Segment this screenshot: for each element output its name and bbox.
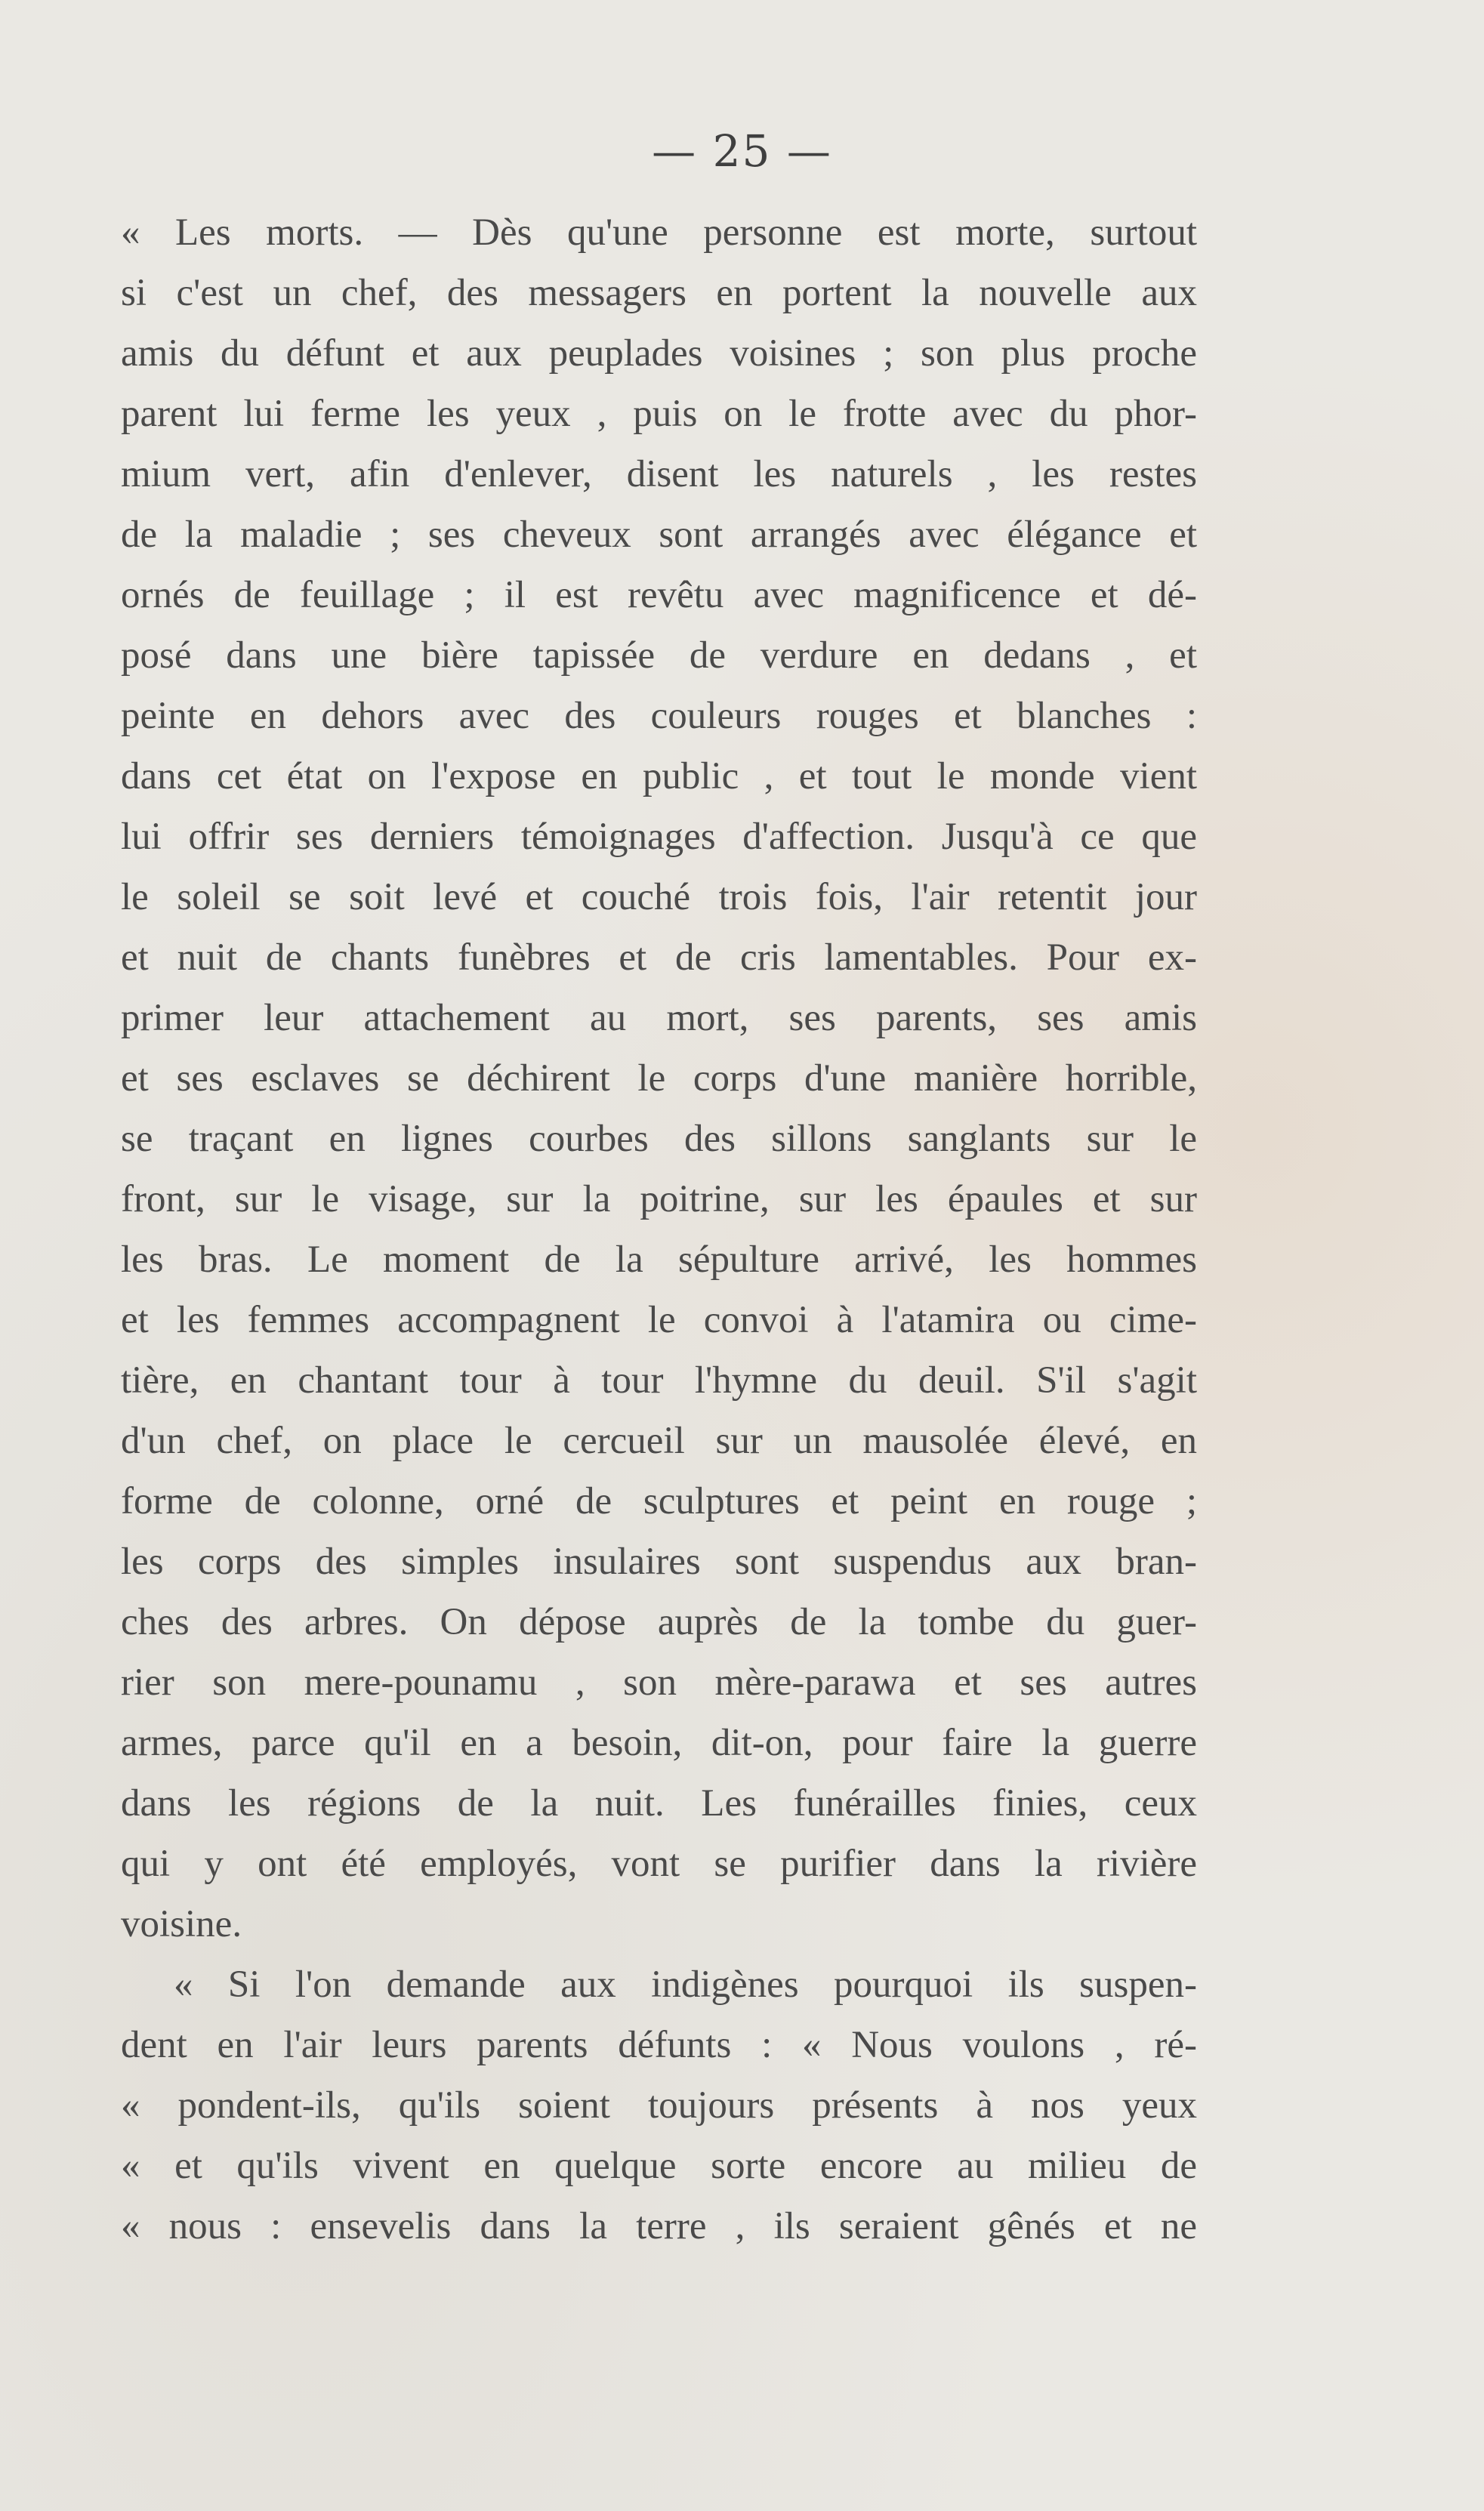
text-line: « Si l'on demande aux indigènes pourquoi ils suspen-	[174, 1963, 1197, 2006]
text-line: primer leur attachement au mort, ses parents, ses amis	[121, 997, 1197, 1039]
text-line: peinte en dehors avec des couleurs rouges et blanches :	[121, 695, 1197, 737]
text-line: et ses esclaves se déchirent le corps d'une manière horrible,	[121, 1057, 1197, 1100]
text-line: « et qu'ils vivent en quelque sorte encore au milieu de	[121, 2145, 1197, 2187]
text-line: mium vert, afin d'enlever, disent les naturels , les restes	[121, 453, 1197, 495]
text-line: front, sur le visage, sur la poitrine, sur les épaules et sur	[121, 1178, 1197, 1220]
text-line: armes, parce qu'il en a besoin, dit-on, pour faire la guerre	[121, 1722, 1197, 1764]
text-line: qui y ont été employés, vont se purifier dans la rivière	[121, 1843, 1197, 1885]
text-line: « Les morts. — Dès qu'une personne est morte, surtout	[121, 211, 1197, 254]
text-line: de la maladie ; ses cheveux sont arrangés avec élégance et	[121, 514, 1197, 556]
text-line: rier son mere-pounamu , son mère-parawa et ses autres	[121, 1661, 1197, 1704]
text-line: ches des arbres. On dépose auprès de la tombe du guer-	[121, 1601, 1197, 1643]
text-line: les bras. Le moment de la sépulture arrivé, les hommes	[121, 1239, 1197, 1281]
text-line: d'un chef, on place le cercueil sur un mausolée élevé, en	[121, 1420, 1197, 1462]
text-line: dent en l'air leurs parents défunts : « Nous voulons , ré-	[121, 2024, 1197, 2066]
page-number: — 25 —	[652, 125, 832, 177]
text-line: parent lui ferme les yeux , puis on le frotte avec du phor-	[121, 393, 1197, 435]
text-line: et les femmes accompagnent le convoi à l'atamira ou cime-	[121, 1299, 1197, 1341]
text-line: dans cet état on l'expose en public , et tout le monde vient	[121, 755, 1197, 797]
text-line: voisine.	[121, 1903, 242, 1945]
text-line: posé dans une bière tapissée de verdure en dedans , et	[121, 634, 1197, 677]
text-line: forme de colonne, orné de sculptures et peint en rouge ;	[121, 1480, 1197, 1522]
text-line: le soleil se soit levé et couché trois fois, l'air retentit jour	[121, 876, 1197, 918]
text-line: et nuit de chants funèbres et de cris lamentables. Pour ex-	[121, 936, 1197, 979]
text-line: dans les régions de la nuit. Les funérailles finies, ceux	[121, 1782, 1197, 1825]
text-line: se traçant en lignes courbes des sillons sanglants sur le	[121, 1118, 1197, 1160]
text-line: ornés de feuillage ; il est revêtu avec magnificence et dé-	[121, 574, 1197, 616]
text-line: lui offrir ses derniers témoignages d'affection. Jusqu'à ce que	[121, 816, 1197, 858]
text-line: amis du défunt et aux peuplades voisines ; son plus proche	[121, 332, 1197, 375]
body-text	[121, 202, 1197, 2257]
text-line: si c'est un chef, des messagers en portent la nouvelle aux	[121, 272, 1197, 314]
text-line: « pondent-ils, qu'ils soient toujours présents à nos yeux	[121, 2084, 1197, 2127]
text-line: « nous : ensevelis dans la terre , ils seraient gênés et ne	[121, 2205, 1197, 2247]
text-line: les corps des simples insulaires sont suspendus aux bran-	[121, 1541, 1197, 1583]
text-line: tière, en chantant tour à tour l'hymne du deuil. S'il s'agit	[121, 1359, 1197, 1402]
